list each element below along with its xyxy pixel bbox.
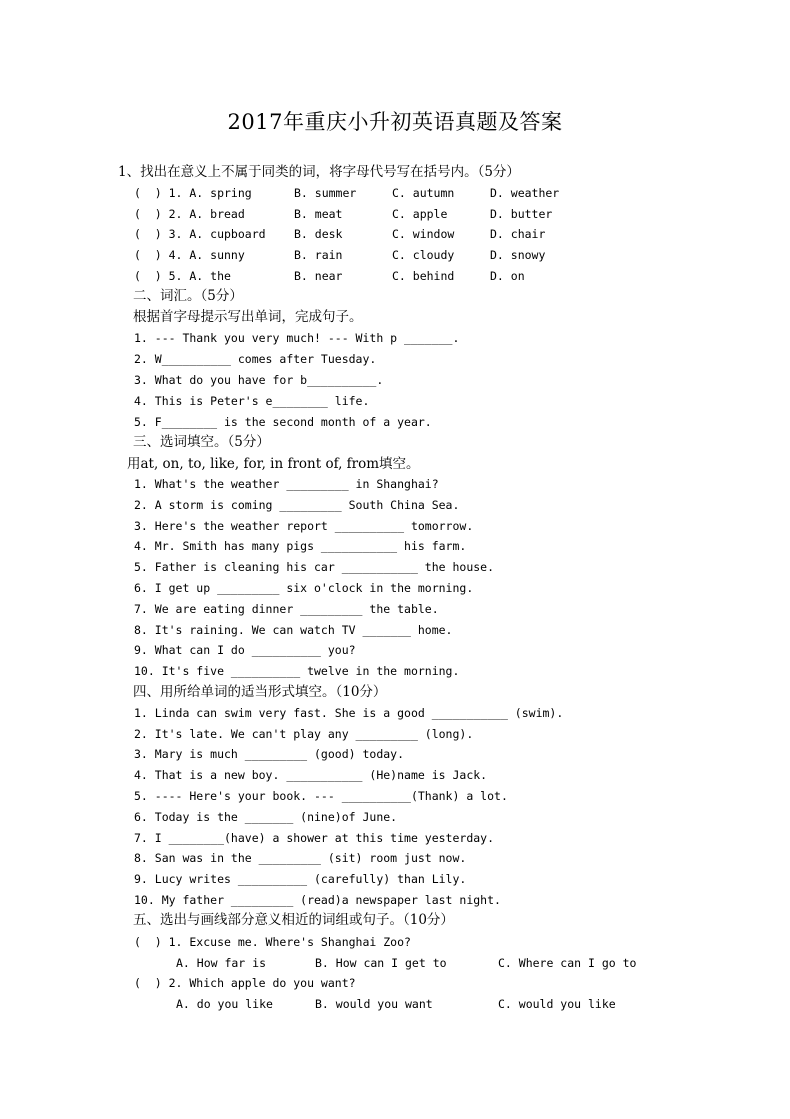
option-b: B. How can I get to: [315, 956, 447, 970]
section3-heading: 三、选词填空。（5分）: [133, 434, 270, 450]
list-item: 9. Lucy writes __________ (carefully) than Lily.: [134, 872, 467, 886]
option-b: B. near: [294, 269, 343, 283]
section1-heading: 1、找出在意义上不属于同类的词，将字母代号写在括号内。（5分）: [118, 164, 520, 180]
section5-heading: 五、选出与画线部分意义相近的词组或句子。（10分）: [133, 912, 454, 928]
list-item: 7. I ________(have) a shower at this time yesterday.: [134, 831, 495, 845]
option-d: D. butter: [490, 207, 553, 221]
option-b: B. would you want: [315, 997, 433, 1011]
option-d: D. on: [490, 269, 525, 283]
question-stem: ( ) 1. A. spring: [134, 186, 252, 200]
list-item: 1. Linda can swim very fast. She is a good ___________ (swim).: [134, 706, 564, 720]
section3-instruction: 用at, on, to, like, for, in front of, from填空。: [127, 456, 420, 472]
option-b: B. desk: [294, 227, 343, 241]
list-item: 3. What do you have for b__________.: [134, 373, 384, 387]
option-b: B. rain: [294, 248, 343, 262]
list-item: 5. Father is cleaning his car ___________ the house.: [134, 560, 495, 574]
option-a: A. do you like: [176, 997, 273, 1011]
option-c: C. behind: [392, 269, 455, 283]
list-item: 4. Mr. Smith has many pigs ___________ his farm.: [134, 539, 467, 553]
option-c: C. apple: [392, 207, 448, 221]
question-stem: ( ) 4. A. sunny: [134, 248, 245, 262]
list-item: 6. I get up _________ six o'clock in the morning.: [134, 581, 474, 595]
option-c: C. window: [392, 227, 455, 241]
list-item: 5. ---- Here's your book. --- __________(Thank) a lot.: [134, 789, 508, 803]
list-item: 9. What can I do __________ you?: [134, 643, 356, 657]
section2-instruction: 根据首字母提示写出单词，完成句子。: [133, 309, 363, 325]
section2-heading: 二、词汇。（5分）: [133, 288, 243, 304]
list-item: 2. W__________ comes after Tuesday.: [134, 352, 377, 366]
option-b: B. meat: [294, 207, 343, 221]
option-d: D. chair: [490, 227, 546, 241]
option-c: C. cloudy: [392, 248, 455, 262]
list-item: 7. We are eating dinner _________ the table.: [134, 602, 439, 616]
section4-heading: 四、用所给单词的适当形式填空。（10分）: [133, 684, 387, 700]
list-item: 10. It's five __________ twelve in the morning.: [134, 664, 460, 678]
option-d: D. snowy: [490, 248, 546, 262]
list-item: 8. San was in the _________ (sit) room just now.: [134, 851, 467, 865]
list-item: 2. A storm is coming _________ South China Sea.: [134, 498, 460, 512]
page-title: 2017年重庆小升初英语真题及答案: [227, 110, 563, 134]
list-item: 3. Mary is much _________ (good) today.: [134, 747, 405, 761]
question-stem: ( ) 5. A. the: [134, 269, 231, 283]
question-stem: ( ) 2. A. bread: [134, 207, 245, 221]
option-c: C. autumn: [392, 186, 455, 200]
list-item: 4. That is a new boy. ___________ (He)name is Jack.: [134, 768, 488, 782]
list-item: 3. Here's the weather report __________ tomorrow.: [134, 519, 474, 533]
list-item: 5. F________ is the second month of a year.: [134, 415, 432, 429]
option-a: A. How far is: [176, 956, 267, 970]
question-stem: ( ) 2. Which apple do you want?: [134, 976, 356, 990]
list-item: 10. My father _________ (read)a newspaper last night.: [134, 893, 501, 907]
list-item: 4. This is Peter's e________ life.: [134, 394, 370, 408]
list-item: 1. --- Thank you very much! --- With p _______.: [134, 331, 460, 345]
option-c: C. Where can I go to: [498, 956, 637, 970]
list-item: 2. It's late. We can't play any _________ (long).: [134, 727, 474, 741]
list-item: 1. What's the weather _________ in Shanghai?: [134, 477, 439, 491]
question-stem: ( ) 1. Excuse me. Where's Shanghai Zoo?: [134, 935, 411, 949]
question-stem: ( ) 3. A. cupboard: [134, 227, 266, 241]
list-item: 8. It's raining. We can watch TV _______ home.: [134, 623, 453, 637]
option-c: C. would you like: [498, 997, 616, 1011]
option-b: B. summer: [294, 186, 357, 200]
list-item: 6. Today is the _______ (nine)of June.: [134, 810, 398, 824]
option-d: D. weather: [490, 186, 560, 200]
